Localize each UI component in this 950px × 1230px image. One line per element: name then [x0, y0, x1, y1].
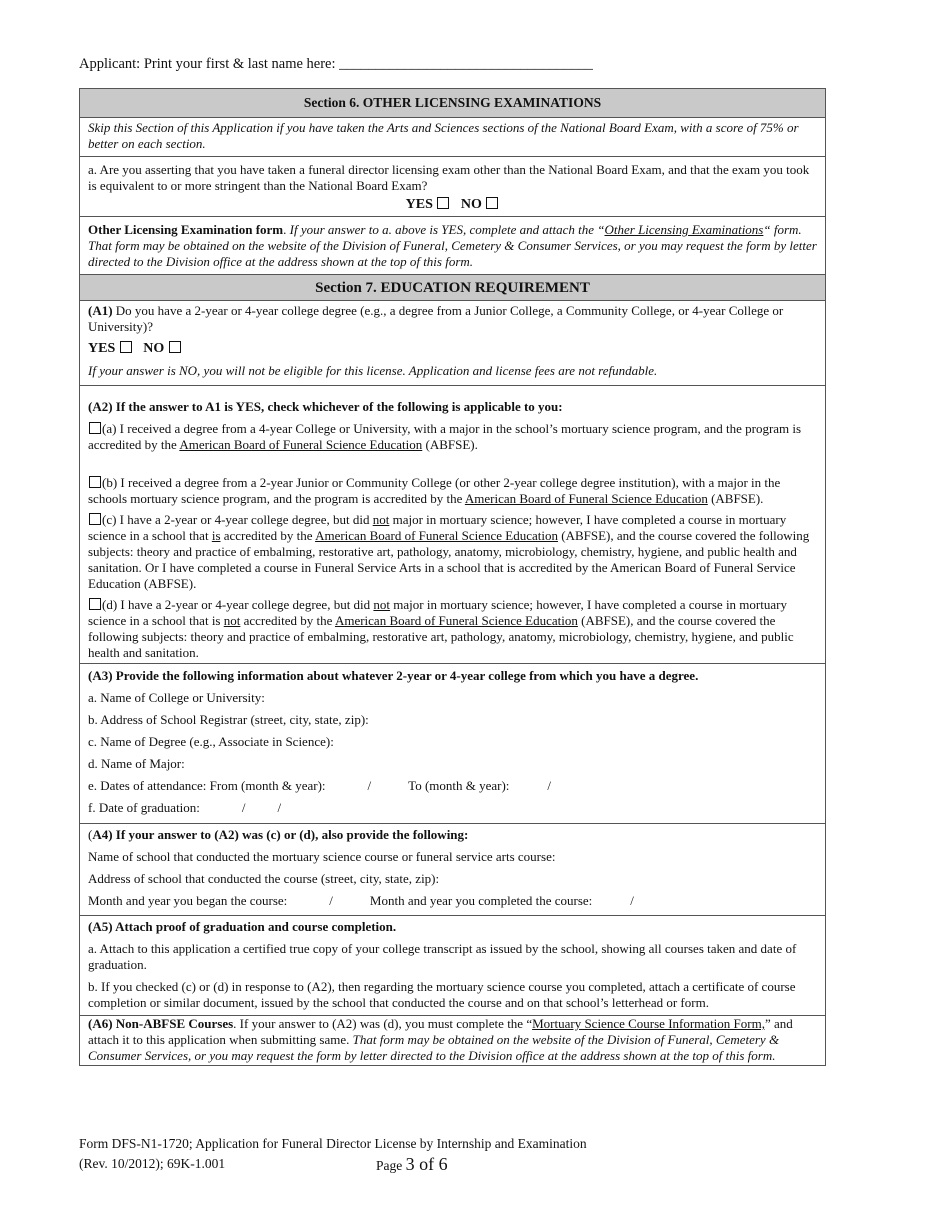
yes-checkbox[interactable]	[437, 197, 449, 209]
question-a-text: a. Are you asserting that you have taken a funeral director licensing exam other than the National Board Exam, and that the exam you took is equivalent to or more stringent than the National Board Exam?	[88, 162, 810, 193]
a1-yes-no	[88, 341, 817, 357]
attendance-dates-field[interactable]: e. Dates of attendance: From (month & year): / To (month & year): /	[88, 778, 552, 793]
a1-yes-checkbox[interactable]	[120, 341, 132, 353]
a5-block	[80, 915, 825, 1015]
a6-block: (A6) Non-ABFSE Courses. If your answer to (A2) was (d), you must complete the “Mortuary Science Course Information Form,” and attach it to this application when submitting same. That form may be obtained on the website of the Division of Funeral, Cemetery & Consumer Services, or you may request the form by letter directed to the Division office at the address shown at the top of this form.	[80, 1015, 825, 1065]
other-licensing-form-note: Other Licensing Examination form. If your answer to a. above is YES, complete and attach the “Other Licensing Examinations“ form. That form may be obtained on the website of the Division of Funeral, Cemetery & Consumer Services, or you may request the form by letter directed to the Division office at the address shown at the top of this form.	[80, 216, 825, 274]
a2-option-b: (b) I received a degree from a 2-year Junior or Community College (or other 2-year college degree institution), with a major in the schools mortuary science program, and the program is accredited by the American Board of Funeral Science Education (ABFSE).	[88, 475, 781, 506]
registrar-address-field[interactable]: b. Address of School Registrar (street, city, state, zip):	[88, 712, 369, 727]
yes-label: YES	[405, 197, 433, 212]
a1-label: (A1)	[88, 303, 113, 318]
a1-yes-label: YES	[88, 341, 116, 356]
a2-option-c: (c) I have a 2-year or 4-year college degree, but did not major in mortuary science; however, I have completed a course in mortuary science in a school that is accredited by the American Board of Funeral Science Education (ABFSE), and the course covered the following subjects: theory and practice of embalming, restorative art, pathology, anatomy, microbiology, chemistry, hygiene, and public health and sanitation. Or I have completed a course in Funeral Service Arts in a school that is accredited by the American Board of Funeral Service Education (ABFSE).	[88, 512, 810, 591]
section-6-question-a	[80, 156, 825, 216]
question-a-yes-no	[88, 197, 817, 213]
a2-block	[80, 385, 825, 663]
a1-no-label: NO	[143, 341, 165, 356]
a1-block	[80, 300, 825, 385]
course-dates-field[interactable]: Month and year you began the course: / Month and year you completed the course: /	[88, 893, 634, 908]
a2-option-d-checkbox[interactable]	[89, 598, 101, 610]
a2-option-c-checkbox[interactable]	[89, 513, 101, 525]
a5-item-a: a. Attach to this application a certified true copy of your college transcript as issued by the school, showing all courses taken and date of graduation.	[88, 941, 797, 972]
form-id-line: Form DFS-N1-1720; Application for Funeral Director License by Internship and Examination	[79, 1136, 587, 1151]
page-number: Page 3 of 6	[376, 1154, 448, 1174]
section-6-skip-note: Skip this Section of this Application if you have taken the Arts and Sciences sections of the National Board Exam, with a score of 75% or better on each section.	[80, 117, 825, 156]
page-footer	[79, 1134, 587, 1174]
revision-line: (Rev. 10/2012); 69K-1.001	[79, 1156, 226, 1171]
a2-option-b-checkbox[interactable]	[89, 476, 101, 488]
section-6-header: Section 6. OTHER LICENSING EXAMINATIONS	[80, 89, 825, 117]
a1-no-checkbox[interactable]	[169, 341, 181, 353]
a1-note: If your answer is NO, you will not be eligible for this license. Application and license fees are not refundable.	[88, 363, 658, 378]
a3-block	[80, 663, 825, 823]
no-label: NO	[460, 197, 482, 212]
a1-question: Do you have a 2-year or 4-year college degree (e.g., a degree from a Junior College, a Community College, or 4-year College or University)?	[88, 303, 784, 334]
a4-block	[80, 823, 825, 915]
course-school-address-field[interactable]: Address of school that conducted the course (street, city, state, zip):	[88, 871, 440, 886]
no-checkbox[interactable]	[486, 197, 498, 209]
section-7-header: Section 7. EDUCATION REQUIREMENT	[80, 274, 825, 300]
a2-option-a: (a) I received a degree from a 4-year College or University, with a major in the school’s mortuary science program, and the program is accredited by the American Board of Funeral Science Education (ABFSE).	[88, 421, 802, 452]
graduation-date-field[interactable]: f. Date of graduation: / /	[88, 800, 282, 815]
a3-heading: (A3) Provide the following information about whatever 2-year or 4-year college from which you have a degree.	[88, 668, 699, 683]
other-licensing-form-link[interactable]: Other Licensing Examinations	[604, 222, 764, 237]
a5-item-b: b. If you checked (c) or (d) in response to (A2), then regarding the mortuary science course you completed, attach a certificate of course completion or similar document, issued by the school that conducted the course and on that school’s letterhead or form.	[88, 979, 796, 1010]
applicant-name-line: Applicant: Print your first & last name here: ___________________________________	[79, 56, 593, 72]
major-name-field[interactable]: d. Name of Major:	[88, 756, 185, 771]
degree-name-field[interactable]: c. Name of Degree (e.g., Associate in Science):	[88, 734, 334, 749]
a5-heading: (A5) Attach proof of graduation and course completion.	[88, 919, 397, 934]
course-school-name-field[interactable]: Name of school that conducted the mortuary science course or funeral service arts course:	[88, 849, 556, 864]
a2-heading: (A2) If the answer to A1 is YES, check whichever of the following is applicable to you:	[88, 399, 563, 414]
a4-heading: (A4) If your answer to (A2) was (c) or (d), also provide the following:	[88, 827, 469, 842]
college-name-field[interactable]: a. Name of College or University:	[88, 690, 265, 705]
other-licensing-form-label: Other Licensing Examination form	[88, 222, 284, 237]
a2-option-d: (d) I have a 2-year or 4-year college degree, but did not major in mortuary science; however, I have completed a course in mortuary science in a school that is not accredited by the American Board of Funeral Science Education (ABFSE), and the course covered the following subjects: theory and practice of embalming, restorative art, pathology, anatomy, microbiology, chemistry, hygiene, and public health and sanitation.	[88, 597, 794, 660]
a2-option-a-checkbox[interactable]	[89, 422, 101, 434]
a6-label: (A6) Non-ABFSE Courses	[88, 1016, 234, 1031]
mortuary-science-form-link[interactable]: Mortuary Science Course Information Form,	[532, 1016, 765, 1031]
application-form-table	[79, 88, 826, 1066]
